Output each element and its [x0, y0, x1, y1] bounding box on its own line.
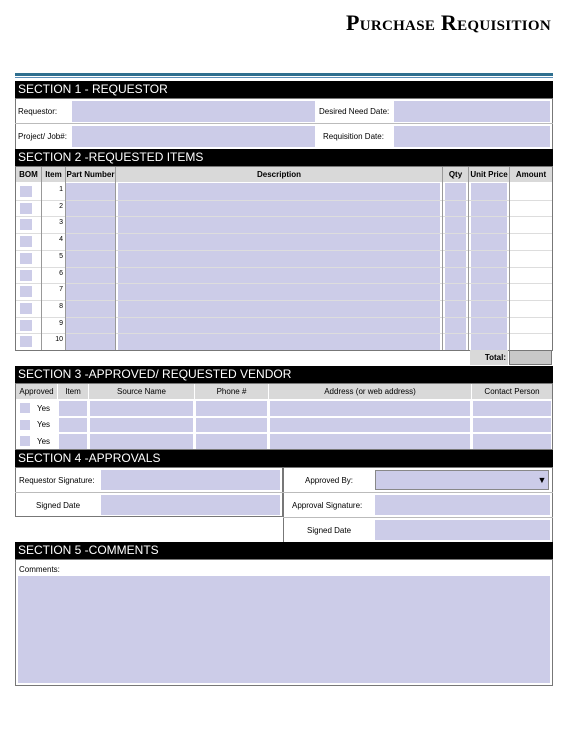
- col-phone: Phone #: [195, 384, 268, 399]
- col-vendor-item: Item: [58, 384, 88, 399]
- item-number: 8: [59, 302, 63, 310]
- approval-signed-date-field[interactable]: [375, 520, 550, 540]
- vendor-field[interactable]: [59, 434, 87, 449]
- vendor-field[interactable]: [473, 401, 551, 416]
- col-amount: Amount: [510, 167, 552, 182]
- requisition-date-field[interactable]: [394, 126, 550, 147]
- bom-checkbox[interactable]: [20, 320, 32, 331]
- section-2-header: SECTION 2 -REQUESTED ITEMS: [15, 149, 553, 166]
- col-source-name: Source Name: [89, 384, 194, 399]
- vendor-approved-label: Yes: [37, 436, 51, 446]
- header-rule-thin: [15, 77, 553, 78]
- section-3-header: SECTION 3 -APPROVED/ REQUESTED VENDOR: [15, 366, 553, 383]
- bom-checkbox[interactable]: [20, 186, 32, 197]
- vendor-field[interactable]: [196, 401, 267, 416]
- section-1-header: SECTION 1 - REQUESTOR: [15, 81, 553, 98]
- approved-by-select[interactable]: [375, 470, 549, 490]
- vendor-field[interactable]: [90, 401, 193, 416]
- vendor-approved-checkbox[interactable]: [20, 403, 30, 413]
- item-number: 9: [59, 319, 63, 327]
- total-label: Total:: [470, 350, 508, 365]
- bom-checkbox[interactable]: [20, 219, 32, 230]
- vendor-field[interactable]: [90, 418, 193, 433]
- vendor-field[interactable]: [270, 401, 470, 416]
- approval-signature-field[interactable]: [375, 495, 550, 515]
- section-4-header: SECTION 4 -APPROVALS: [15, 450, 553, 467]
- vendor-field[interactable]: [270, 434, 470, 449]
- section-5-header: SECTION 5 -COMMENTS: [15, 542, 553, 559]
- requestor-signature-field[interactable]: [101, 470, 280, 490]
- row-divider: [283, 492, 553, 493]
- item-number: 5: [59, 252, 63, 260]
- bom-checkbox[interactable]: [20, 203, 32, 214]
- project-job-label: Project/ Job#:: [18, 131, 67, 141]
- header-rule: [15, 73, 553, 76]
- requestor-field[interactable]: [72, 101, 315, 122]
- col-part-number: Part Number: [66, 167, 115, 182]
- col-divider: [41, 167, 42, 350]
- vendor-approved-checkbox[interactable]: [20, 436, 30, 446]
- col-divider: [509, 167, 510, 350]
- col-divider: [65, 167, 66, 350]
- row-divider: [16, 333, 552, 334]
- vendor-field[interactable]: [473, 418, 551, 433]
- item-number: 2: [59, 202, 63, 210]
- row-divider: [16, 200, 552, 201]
- item-number: 6: [59, 269, 63, 277]
- col-unit-price: Unit Price: [469, 167, 509, 182]
- col-address: Address (or web address): [269, 384, 471, 399]
- comments-label: Comments:: [19, 564, 60, 574]
- total-field[interactable]: [509, 350, 552, 365]
- vendor-field[interactable]: [196, 418, 267, 433]
- item-number: 10: [55, 336, 63, 344]
- col-divider: [442, 167, 443, 350]
- row-divider: [283, 517, 553, 518]
- bom-checkbox[interactable]: [20, 303, 32, 314]
- col-divider: [115, 167, 116, 350]
- row-divider: [16, 267, 552, 268]
- col-item: Item: [42, 167, 65, 182]
- requisition-date-label: Requisition Date:: [323, 131, 384, 141]
- row-divider: [16, 250, 552, 251]
- vendor-approved-label: Yes: [37, 403, 51, 413]
- vendor-approved-checkbox[interactable]: [20, 420, 30, 430]
- vendor-field[interactable]: [59, 418, 87, 433]
- row-divider: [15, 492, 283, 493]
- item-number: 4: [59, 236, 63, 244]
- row-divider: [16, 283, 552, 284]
- comments-field[interactable]: [18, 576, 550, 683]
- col-divider: [468, 167, 469, 350]
- col-description: Description: [116, 167, 442, 182]
- col-approved: Approved: [16, 384, 57, 399]
- vendor-field[interactable]: [196, 434, 267, 449]
- page-title: Purchase Requisition: [345, 10, 551, 35]
- col-contact-person: Contact Person: [472, 384, 552, 399]
- item-number: 7: [59, 286, 63, 294]
- requestor-signature-label: Requestor Signature:: [19, 475, 95, 485]
- signed-date-label-2: Signed Date: [307, 525, 352, 535]
- item-number: 1: [59, 186, 63, 193]
- row-divider: [16, 300, 552, 301]
- bom-checkbox[interactable]: [20, 270, 32, 281]
- col-qty: Qty: [443, 167, 468, 182]
- vendor-field[interactable]: [473, 434, 551, 449]
- project-job-field[interactable]: [72, 126, 315, 147]
- col-bom: BOM: [16, 167, 41, 182]
- desired-need-date-field[interactable]: [394, 101, 550, 122]
- item-number: 3: [59, 219, 63, 227]
- bom-checkbox[interactable]: [20, 236, 32, 247]
- row-divider: [15, 123, 553, 124]
- requestor-signed-date-field[interactable]: [101, 495, 280, 515]
- row-divider: [16, 233, 552, 234]
- requestor-label: Requestor:: [18, 106, 58, 116]
- vendor-field[interactable]: [59, 401, 87, 416]
- bom-checkbox[interactable]: [20, 253, 32, 264]
- vendor-field[interactable]: [270, 418, 470, 433]
- bom-checkbox[interactable]: [20, 336, 32, 347]
- vendor-field[interactable]: [90, 434, 193, 449]
- row-divider: [16, 216, 552, 217]
- row-divider: [16, 317, 552, 318]
- desired-need-date-label: Desired Need Date:: [319, 106, 390, 116]
- vendor-approved-label: Yes: [37, 420, 51, 430]
- chevron-down-icon[interactable]: ▼: [537, 475, 547, 485]
- bom-checkbox[interactable]: [20, 286, 32, 297]
- approved-by-label: Approved By:: [305, 475, 354, 485]
- signed-date-label-1: Signed Date: [36, 500, 81, 510]
- approval-signature-label: Approval Signature:: [292, 500, 363, 510]
